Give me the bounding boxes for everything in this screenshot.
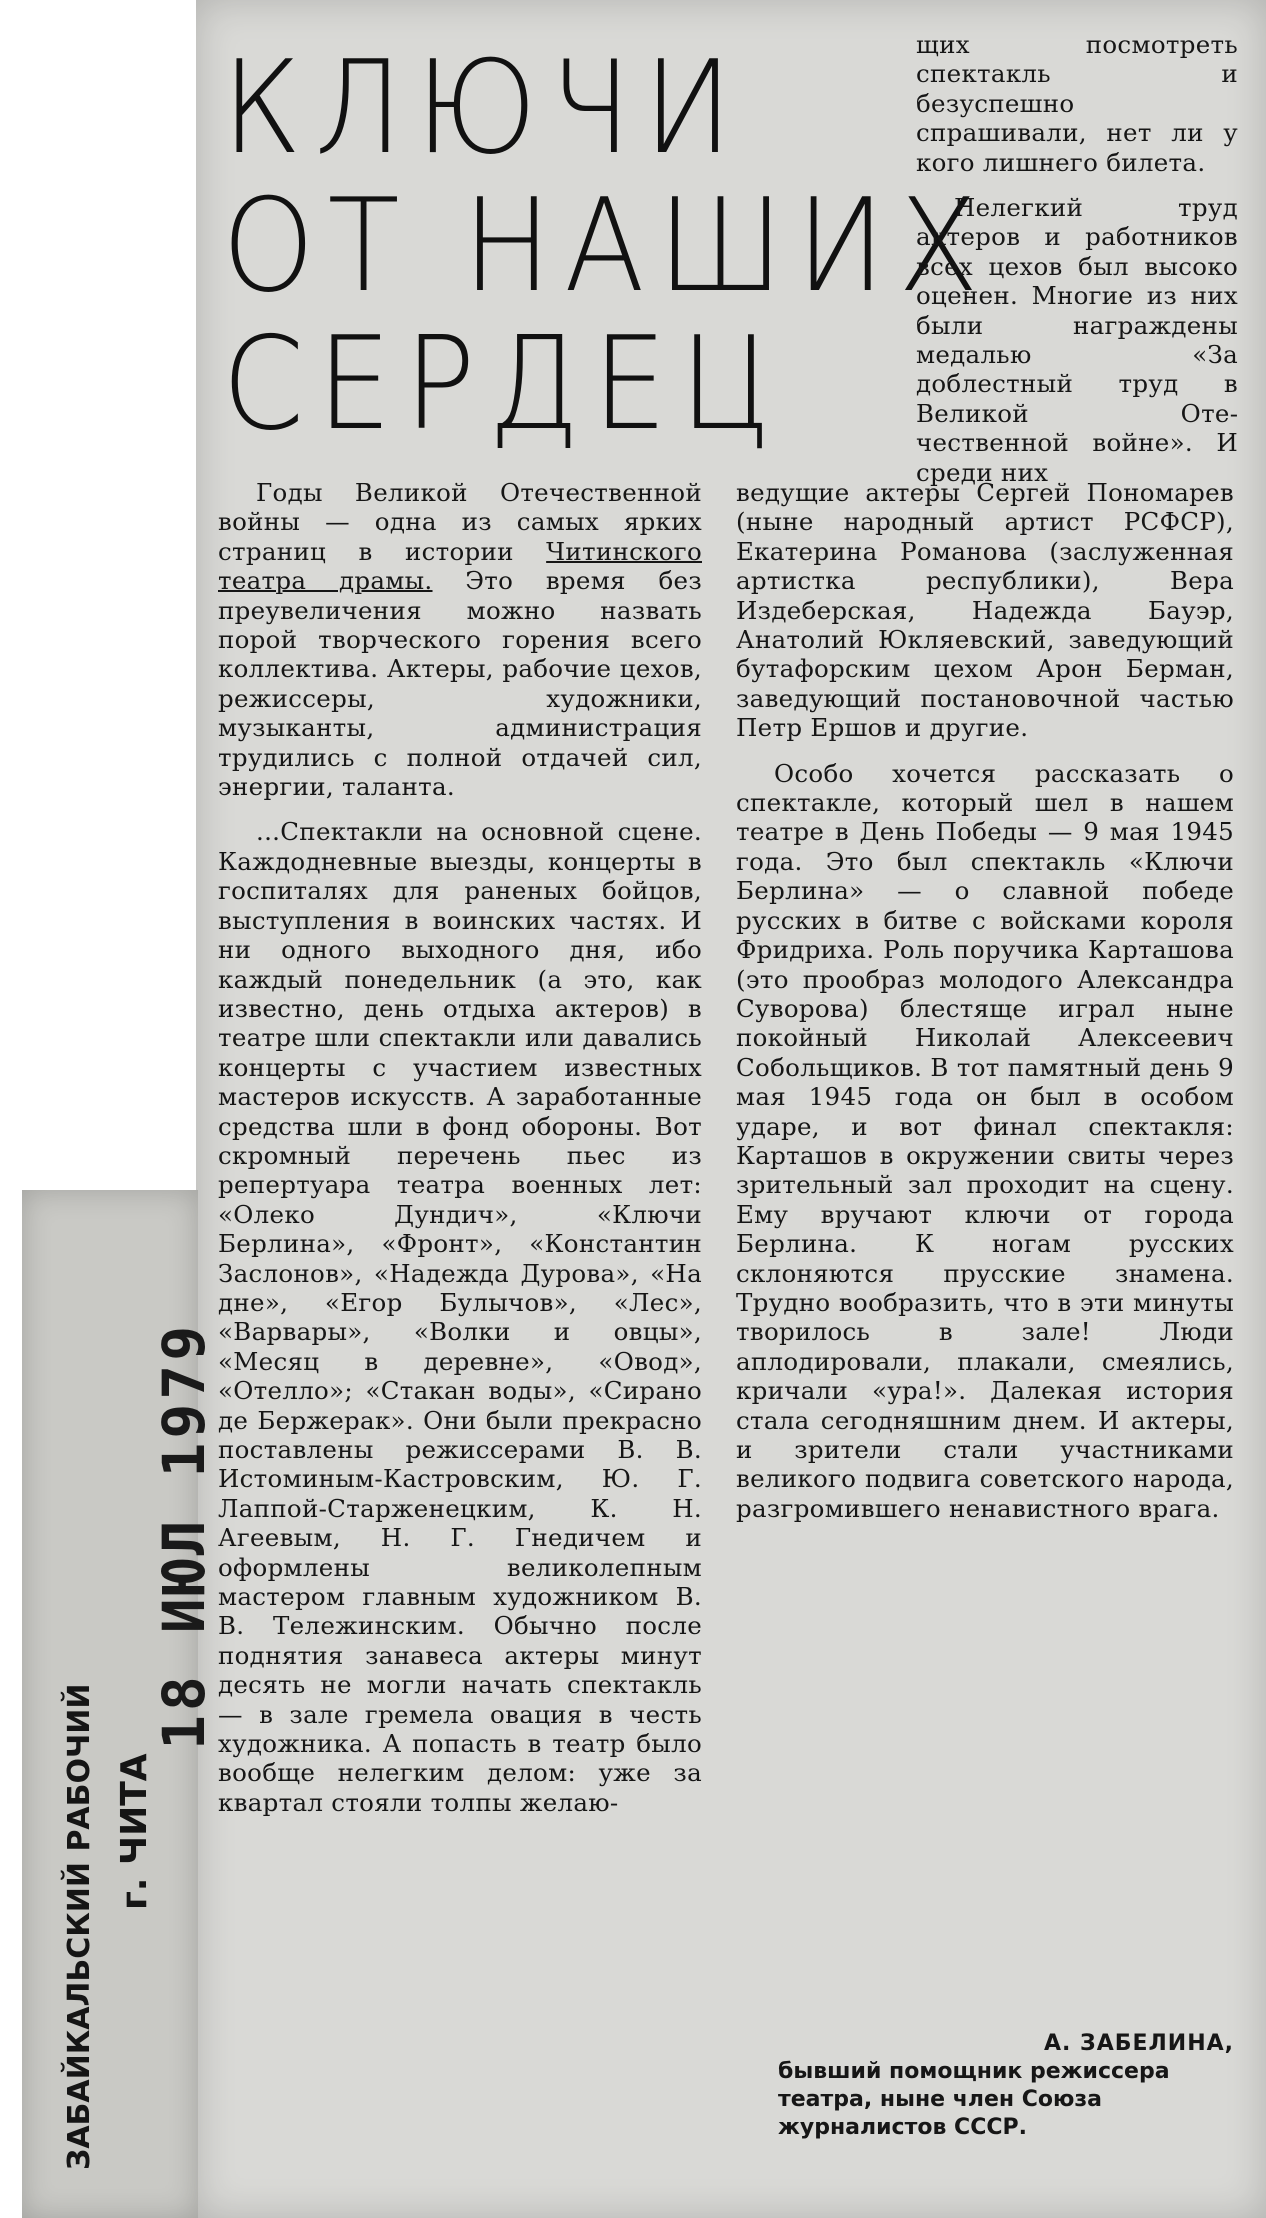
author-signature <box>770 2030 1234 2142</box>
article-column-left <box>218 478 702 1817</box>
article-headline <box>222 34 992 459</box>
stamp-city: г. ЧИТА <box>114 1753 155 1910</box>
paragraph: Особо хочется рассказать о спектакле, который шел в нашем театре в День Победы — 9 мая 1945 года. Это был спектакль «Ключи Берлина» — о славной победе русских в битве с войсками короля Фридриха. Роль поручика Карташова (это прообраз молодого Александра Суворова) блестяще играл ныне покойный Николай Алексеевич Собольщиков. В тот памятный день 9 мая 1945 года он был в особом ударе, и вот финал спектакля: Карташов в окружении свиты через зрительный зал проходит на сцену. Ему вручают ключи от города Берлина. К ногам русских склоняются прусские знамена. Трудно вообразить, что в эти минуты творилось в зале! Люди аплодировали, плакали, смеялись, кричали «ура!». Далекая история стала сегодняшним днем. И актеры, и зрители стали участниками великого подвига советского народа, разгромившего ненавистного врага. <box>736 758 1234 1523</box>
paragraph-text: Годы Великой Отечественной войны — одна из самых ярких страниц в истории <box>218 478 702 566</box>
article-column-top-right <box>916 30 1238 487</box>
underlined-theatre-name: Читинского театра драмы. <box>218 536 702 596</box>
paragraph: Нелегкий труд актеров и работников всех цехов был высоко оценен. Многие из них были награждены медалью «За доблестный труд в Великой Отечественной войне». И среди них <box>916 193 1238 487</box>
paragraph: ...Спектакли на основной сцене. Каждодневные выезды, концерты в госпиталях для раненых бойцов, выступления в воинских частях. И ни одного выходного дня, ибо каждый понедельник (а это, как известно, день отдыха актеров) в театре шли спектакли или давались концерты с участием известных мастеров искусств. А заработанные средства шли в фонд обороны. Вот скромный перечень пьес из репертуара театра военных лет: «Олеко Дундич», «Ключи Берлина», «Фронт», «Константин Заслонов», «Надежда Дурова», «На дне», «Егор Булычов», «Лес», «Варвары», «Волки и овцы», «Месяц в деревне», «Овод», «Отелло»; «Стакан воды», «Сирано де Бержерак». Они были прекрасно поставлены режиссерами В. В. Истоминым-Кастровским, Ю. Г. Лаппой-Старженецким, К. Н. Агеевым, Н. Г. Гнедичем и оформлены великолепным мастером главным художником В. В. Тележинским. Обычно после поднятия занавеса актеры минут десять не могли начать спектакль — в зале гремела овация в честь художника. А попасть в театр было вообще нелегким делом: уже за квартал стояли толпы желаю- <box>218 817 702 1817</box>
stamp-newspaper-name: ЗАБАЙКАЛЬСКИЙ РАБОЧИЙ <box>62 1683 97 2170</box>
paragraph: ведущие актеры Сергей Пономарев (ныне народный артист РСФСР), Екатерина Романова (заслуженная артистка республики), Вера Издеберская, Надежда Бауэр, Анатолий Юкляевский, заведующий бутафорским цехом Арон Берман, заведующий постановочной частью Петр Ершов и другие. <box>736 478 1234 743</box>
headline-line-1: КЛЮЧИ <box>222 34 746 183</box>
paragraph: щих посмотреть спектакль и безуспешно спрашивали, нет ли у кого лишнего билета. <box>916 30 1238 177</box>
headline-line-3: СЕРДЕЦ <box>222 310 785 459</box>
article-column-right <box>736 478 1234 1523</box>
paragraph-text: Это время без преувеличения можно назвать порой творческого горения всего коллектива. Актеры, рабочие цехов, режиссеры, художники, музыканты, администрация трудились с полной отдачей сил, энергии, таланта. <box>218 566 702 802</box>
headline-line-2: ОТ НАШИХ <box>222 172 992 321</box>
paragraph <box>218 478 702 801</box>
author-bio: бывший помощник режиссера театра, ныне член Союза журналистов СССР. <box>778 2059 1170 2140</box>
stamp-date: 18 ИЮЛ 1979 <box>150 1321 218 1750</box>
author-name: А. ЗАБЕЛИНА, <box>1044 2031 1234 2056</box>
